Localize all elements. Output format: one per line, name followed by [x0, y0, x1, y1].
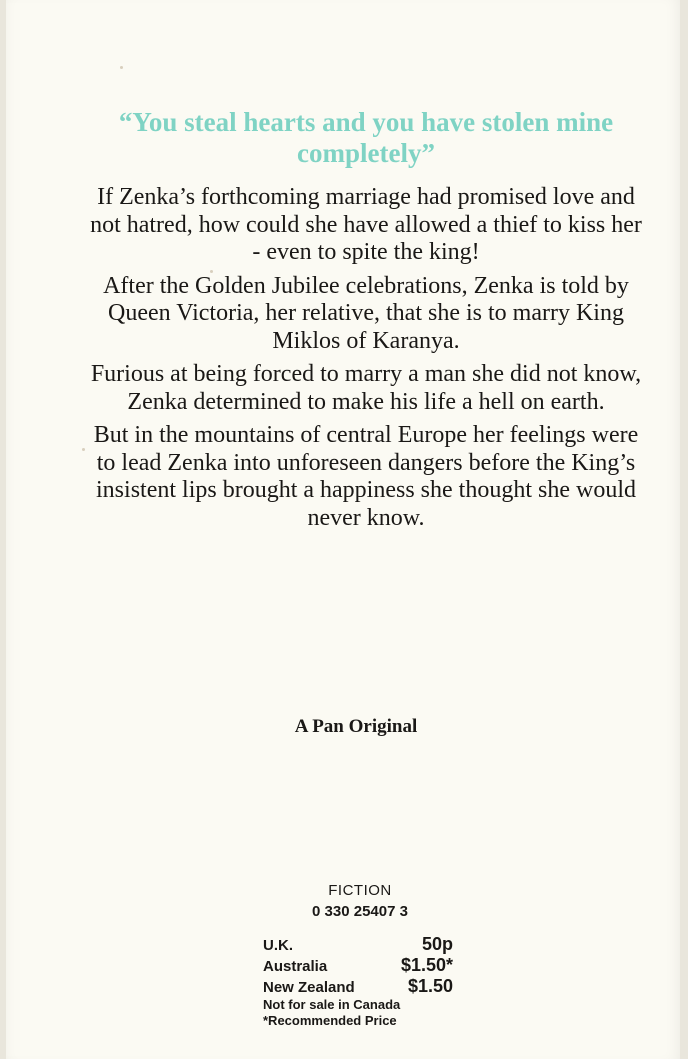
blurb-paragraph: After the Golden Jubilee celebrations, Zenka is told by Queen Victoria, her relative, that she is to marry King Miklos of Karanya.	[103, 272, 629, 354]
blurb	[86, 184, 646, 538]
isbn-number: 0 330 25407 3	[312, 903, 408, 920]
blurb-paragraph: If Zenka’s forthcoming marriage had promised love and not hatred, how could she have allowed a thief to kiss her - even to spite the king!	[90, 184, 642, 265]
genre-category: FICTION	[328, 882, 392, 899]
price-region: U.K.	[263, 937, 293, 954]
paper-speck	[82, 448, 85, 451]
cover-quote: “You steal hearts and you have stolen mine completely”	[118, 107, 614, 168]
price-region: Australia	[263, 958, 328, 975]
sale-restriction-note: Not for sale in Canada	[263, 997, 401, 1012]
paper-speck	[120, 66, 123, 69]
price-amount: 50p	[421, 934, 453, 954]
blurb-paragraph: Furious at being forced to marry a man she did not know, Zenka determined to make his life a hell on earth.	[90, 361, 642, 415]
price-row	[263, 976, 453, 997]
price-row	[263, 955, 453, 976]
price-amount: $1.50	[407, 976, 453, 996]
price-list	[263, 934, 463, 1029]
price-region: New Zealand	[263, 979, 355, 996]
price-row	[263, 934, 453, 955]
publisher-imprint: A Pan Original	[294, 716, 418, 737]
price-amount: $1.50*	[400, 955, 453, 975]
blurb-paragraph: But in the mountains of central Europe her feelings were to lead Zenka into unforeseen dangers before the King’s insistent lips brought a happiness she thought she would never know.	[93, 422, 639, 531]
book-back-cover	[6, 0, 680, 1059]
recommended-price-note: *Recommended Price	[263, 1013, 397, 1028]
